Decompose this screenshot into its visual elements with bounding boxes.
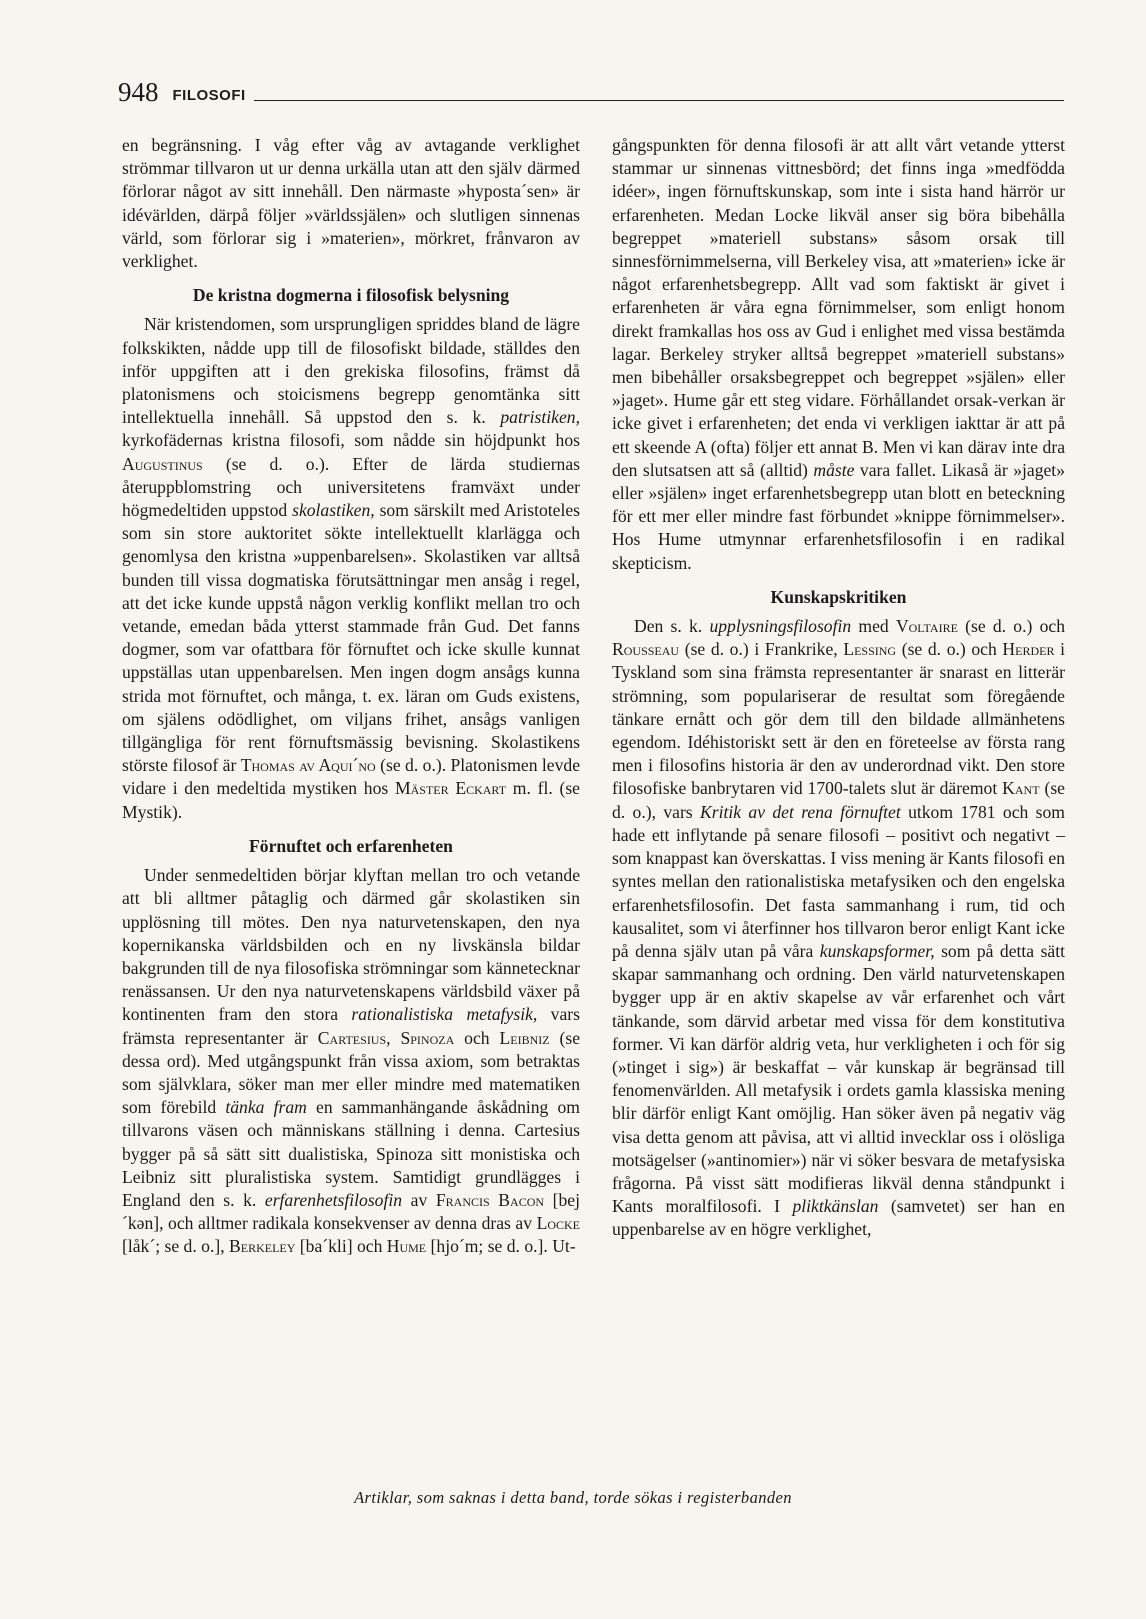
- term-rationalistiska-metafysik: rationalistiska metafysik,: [351, 1004, 538, 1025]
- name-spinoza: Spinoza: [400, 1027, 455, 1048]
- term-kritik: Kritik av det rena förnuftet: [700, 801, 901, 822]
- right-column: [612, 134, 1065, 1242]
- name-kant: Kant: [1002, 778, 1040, 799]
- section-title: FILOSOFI: [172, 87, 246, 104]
- term-skolastiken: skolastiken,: [292, 500, 375, 521]
- term-upplysningsfilosofin: upplysningsfilosofin: [709, 616, 852, 637]
- header-rule: [254, 100, 1064, 101]
- section-heading: De kristna dogmerna i filosofisk belysning: [192, 285, 510, 306]
- paragraph: Den s. k. upplysningsfilosofin med Voltaire (se d. o.) och Rousseau (se d. o.) i Frankrike, Lessing (se d. o.) och Herder i Tyskland som sina främsta representanter är snarast en litterär strömning, som populariserar de resultat som föregående tänkare ernått och gör dem till den bildade allmänhetens egendom. Idéhistoriskt sett är den en företeelse av första rang men i filosofins historia är den av underordnad vikt. Den store filosofiske banbrytaren vid 1700-talets slut är däremot Kant (se d. o.), vars Kritik av det rena förnuftet utkom 1781 och som hade ett inflytande på senare filosofi – positivt och negativt – som knappast kan överskattas. I viss mening är Kants filosofi en syntes mellan den rationalistiska metafysiken och den engelska erfarenhetsfilosofin. Det fasta sammanhang i rum, tid och kausalitet, som vi återfinner hos tillvaron beror enligt Kant icke på denna själv utan på våra kunskapsformer, som på detta sätt skapar sammanhang och ordning. Den värld naturvetenskapen bygger upp är en aktiv skapelse av vår erfarenhet och vårt tänkande, som därvid arbetar med vissa för dem konstitutiva former. Vi kan därför aldrig veta, hur verkligheten i och för sig (»tinget i sig») är beskaffat – vår kunskap är begränsad till fenomenvärlden. All metafysik i ordets gamla klassiska mening blir därför enligt Kant omöjlig. Han söker även på negativ väg visa detta genom att påvisa, att vi alltid invecklar oss i olösliga motsägelser (»antinomier») när vi söker besvara de metafysiska frågorna. På visst sätt modifieras likväl denna ståndpunkt i Kants moralfilosofi. I pliktkänslan (samvetet) ser han en uppenbarelse av en högre verklighet,: [612, 616, 1065, 1240]
- name-bacon: Francis Bacon: [435, 1189, 545, 1210]
- left-column: [122, 134, 580, 1259]
- name-locke: Locke: [536, 1213, 580, 1234]
- page-number: 948: [118, 77, 159, 107]
- name-master-eckart: Mäster Eckart: [394, 778, 507, 799]
- term-kunskapsformer: kunskapsformer,: [819, 940, 935, 961]
- paragraph: Under senmedeltiden börjar klyftan mellan tro och vetande att bli alltmer påtaglig och därmed går skolastiken sin upplösning till mötes. Den nya naturvetenskapen, den nya kopernikanska världsbilden och en ny livskänsla bildar bakgrunden till de nya filosofiska strömningar som kännetecknar renässansen. Ur den nya naturvetenskapens världsbild växer på kontinenten fram den stora rationalistiska metafysik, vars främsta representanter är Cartesius, Spinoza och Leibniz (se dessa ord). Med utgångspunkt från vissa axiom, som betraktas som självklara, söker man mer eller mindre med matematiken som förebild tänka fram en sammanhängande åskådning om tillvarons väsen och människans ställning i denna. Cartesius bygger på så sätt sitt dualistiska, Spinoza sitt monistiska och Leibniz sitt pluralistiska system. Samtidigt grundlägges i England den s. k. erfarenhetsfilosofin av Francis Bacon [bej´kən], och alltmer radikala konsekvenser av denna dras av Locke [låk´; se d. o.], Berkeley [ba´kli] och Hume [hjo´m; se d. o.]. Ut-: [122, 865, 581, 1257]
- paragraph: en begränsning. I våg efter våg av avtagande verklighet strömmar tillvaron ut ur denna urkälla utan att den själv därmed förlorar något av sitt innehåll. Den närmaste »hyposta´sen» är idévärlden, därpå följer »världssjälen» och slutligen sinnenas värld, som förlorar sig i »materien», mörkret, frånvaron av verklighet.: [122, 135, 580, 272]
- paragraph: gångspunkten för denna filosofi är att allt vårt vetande ytterst stammar ur sinnenas vittnesbörd; det finns inga »medfödda idéer», ingen förnuftskunskap, som inte i sista hand härrör ur erfarenheten. Medan Locke likväl anser sig böra bibehålla begreppet »materiell substans» såsom orsak till sinnesförnimmelserna, vill Berkeley visa, att »materien» icke är något erfarenhetsbegrepp. Allt vad som faktiskt är givet i erfarenheten är våra egna förnimmelser, som enligt honom direkt framkallas hos oss av Gud i enlighet med vissa bestämda lagar. Berkeley stryker alltså begreppet »materiell substans» men bibehåller orsaksbegreppet och begreppet »själen» eller »jaget». Hume går ett steg vidare. Förhållandet orsak-verkan är icke givet i erfarenheten; det enda vi verkligen iakttar är att på ett skeende A (ofta) följer ett annat B. Men vi kan därav inte dra den slutsatsen att så (alltid) måste vara fallet. Likaså är »jaget» eller »själen» inget erfarenhetsbegrepp utan blott en beteckning för ett mer eller mindre fast förbundet »knippe förnimmelser». Hos Hume utmynnar erfarenhetsfilosofin i en radikal skepticism.: [612, 135, 1065, 573]
- term-tanka-fram: tänka fram: [225, 1097, 307, 1118]
- name-voltaire: Voltaire: [895, 616, 958, 637]
- section-heading: Kunskapskritiken: [770, 586, 907, 607]
- name-thomas: Thomas av Aqui´no: [240, 755, 376, 776]
- name-cartesius: Cartesius: [317, 1027, 387, 1048]
- name-leibniz: Leibniz: [499, 1027, 550, 1048]
- paragraph: När kristendomen, som ursprungligen spriddes bland de lägre folkskikten, nådde upp till de filosofiskt bildade, ställdes den inför uppgiften att i den grekiska filosofins, främst då platonismens och stoicismens begrepp genomtänka sitt intellektuella innehåll. Så uppstod den s. k. patristiken, kyrkofädernas kristna filosofi, som nådde sin höjdpunkt hos Augustinus (se d. o.). Efter de lärda studiernas återuppblomstring och universitetens framväxt under högmedeltiden uppstod skolastiken, som särskilt med Aristoteles som sin store auktoritet sökte intellektuellt klarlägga och genomlysa den kristna »uppenbarelsen». Skolastiken var alltså bunden till vissa dogmatiska förutsättningar men ansåg i regel, att det icke kunde uppstå någon verklig konflikt mellan tro och vetande, emedan båda ytterst stammade från Gud. Det fanns dogmer, som var ofattbara för förnuftet och icke skulle kunnat uppställas utan uppenbarelsen. Men ingen dogm ansågs kunna strida mot förnuftet, och många, t. ex. läran om Guds existens, om själens odödlighet, om viljans frihet, ansågs vanligen tillgängliga för rent förnuftsmässig bevisning. Skolastikens störste filosof är Thomas av Aqui´no (se d. o.). Platonismen levde vidare i den medeltida mystiken hos Mäster Eckart m. fl. (se Mystik).: [122, 314, 581, 822]
- name-augustinus: Augustinus: [122, 453, 203, 474]
- name-berkeley: Berkeley: [229, 1236, 296, 1257]
- name-hume: Hume: [386, 1236, 427, 1257]
- page-header: [118, 72, 1064, 106]
- page-footer: Artiklar, som saknas i detta band, torde sökas i registerbanden: [354, 1488, 792, 1507]
- name-herder: Herder: [1002, 639, 1055, 660]
- name-lessing: Lessing: [843, 639, 897, 660]
- section-heading: Förnuftet och erfarenheten: [249, 835, 453, 856]
- term-pliktkanslan: pliktkänslan: [792, 1196, 879, 1217]
- term-patristiken: patristiken,: [500, 407, 580, 428]
- name-rousseau: Rousseau: [612, 639, 680, 660]
- term-maste: måste: [813, 459, 855, 480]
- term-erfarenhetsfilosofin: erfarenhetsfilosofin: [264, 1189, 403, 1210]
